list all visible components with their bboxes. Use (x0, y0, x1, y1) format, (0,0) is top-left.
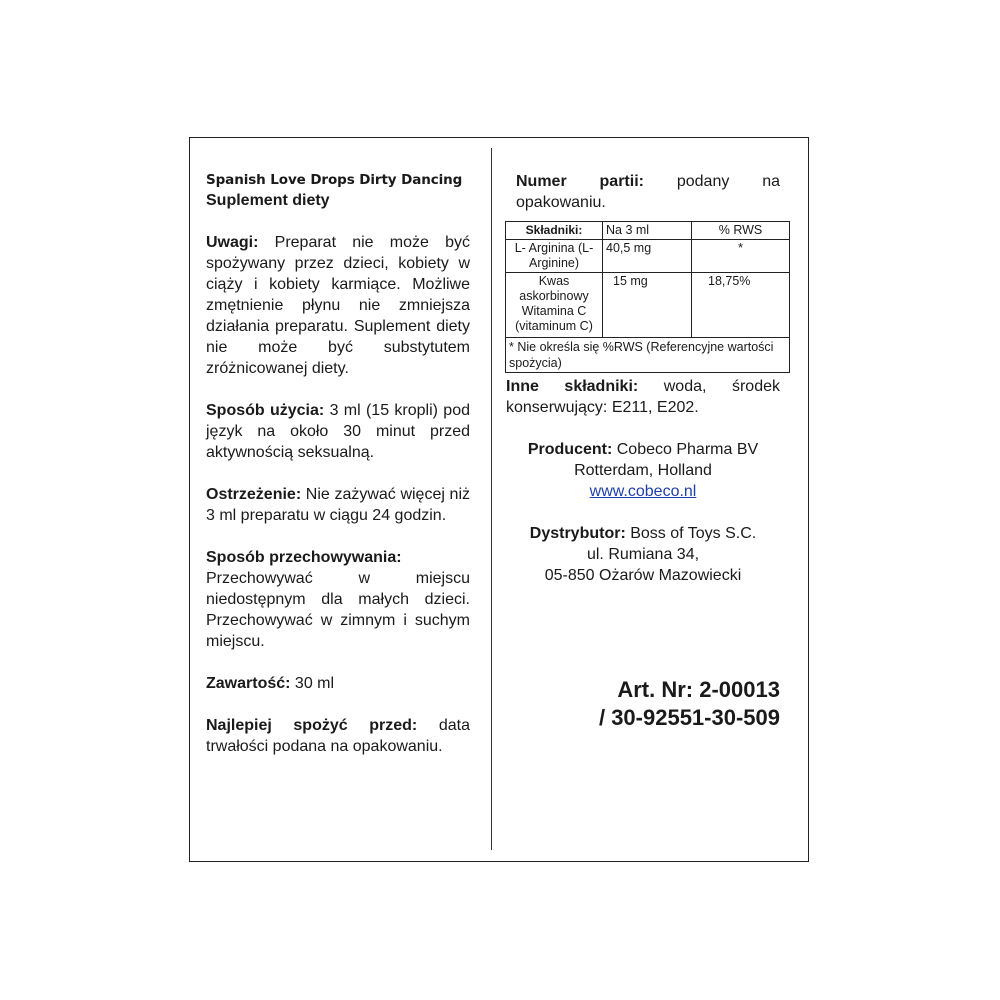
ingredient-rws: * (692, 240, 790, 273)
left-column (206, 171, 470, 778)
warning-label: Ostrzeżenie: (206, 486, 302, 503)
uwagi-section (206, 232, 470, 379)
best-before-text: data trwałości podana na opakowaniu. (206, 717, 470, 755)
distributor-city: 05-850 Ożarów Mazowiecki (544, 567, 742, 584)
column-divider (491, 148, 492, 850)
distributor-name: Boss of Toys S.C. (630, 525, 757, 542)
content-text: 30 ml (294, 675, 335, 692)
distributor-street: ul. Rumiana 34, (586, 546, 700, 563)
other-ingredients-text: woda, środek konserwujący: E211, E202. (506, 378, 780, 416)
storage-text: Przechowywać w miejscu niedostępnym dla małych dzieci. Przechowywać w zimnym i suchym miejscu. (206, 570, 470, 650)
table-header-row (506, 222, 790, 240)
other-ingredients-section (506, 376, 780, 418)
batch-section (506, 171, 780, 213)
ingredient-amount: 15 mg (603, 273, 692, 338)
best-before-section (206, 715, 470, 757)
right-column (506, 171, 780, 607)
ingredient-rws: 18,75% (692, 273, 790, 338)
nutrition-table (505, 221, 790, 373)
storage-section (206, 547, 470, 652)
producer-city: Rotterdam, Holland (574, 462, 712, 479)
header-ingredients: Składniki: (506, 222, 603, 240)
header-rws: % RWS (692, 222, 790, 240)
article-number-line1: Art. Nr: 2-00013 (617, 677, 780, 702)
storage-label: Sposób przechowywania: (206, 549, 402, 566)
uwagi-label: Uwagi: (206, 234, 259, 251)
product-category: Suplement diety (206, 192, 330, 209)
table-footnote-row (506, 338, 790, 373)
batch-label: Numer partii: (516, 173, 644, 190)
table-row (506, 240, 790, 273)
best-before-label: Najlepiej spożyć przed: (206, 717, 418, 734)
distributor-label: Dystrybutor: (529, 525, 626, 542)
usage-text: 3 ml (15 kropli) pod język na około 30 minut przed aktywnością seksualną. (206, 402, 470, 461)
table-footnote: * Nie określa się %RWS (Referencyjne wartości spożycia) (506, 338, 790, 373)
content-section (206, 673, 470, 694)
producer-website-link[interactable]: www.cobeco.nl (589, 483, 697, 500)
warning-text: Nie zażywać więcej niż 3 ml preparatu w ciągu 24 godzin. (206, 486, 471, 524)
distributor-section (506, 523, 780, 586)
usage-label: Sposób użycia: (206, 402, 325, 419)
batch-text: podany na opakowaniu. (516, 173, 780, 211)
ingredient-name: Kwas askorbinowy Witamina C (vitaminum C) (506, 273, 603, 338)
content-label: Zawartość: (206, 675, 291, 692)
usage-section (206, 400, 470, 463)
header-amount: Na 3 ml (603, 222, 692, 240)
warning-section (206, 484, 470, 526)
product-name: Spanish Love Drops Dirty Dancing (206, 172, 463, 188)
table-row (506, 273, 790, 338)
article-number (506, 676, 780, 732)
producer-section (506, 439, 780, 502)
ingredient-name: L- Arginina (L-Arginine) (506, 240, 603, 273)
uwagi-text: Preparat nie może być spożywany przez dzieci, kobiety w ciąży i kobiety karmiące. Możliwe zmętnienie płynu nie zmniejsza działania preparatu. Suplement diety nie może być substytutem zróżnicowanej diety. (206, 234, 470, 377)
article-number-line2: / 30-92551-30-509 (598, 705, 780, 730)
other-ingredients-label: Inne składniki: (506, 378, 639, 395)
ingredient-amount: 40,5 mg (603, 240, 692, 273)
producer-label: Producent: (527, 441, 613, 458)
producer-name: Cobeco Pharma BV (616, 441, 759, 458)
